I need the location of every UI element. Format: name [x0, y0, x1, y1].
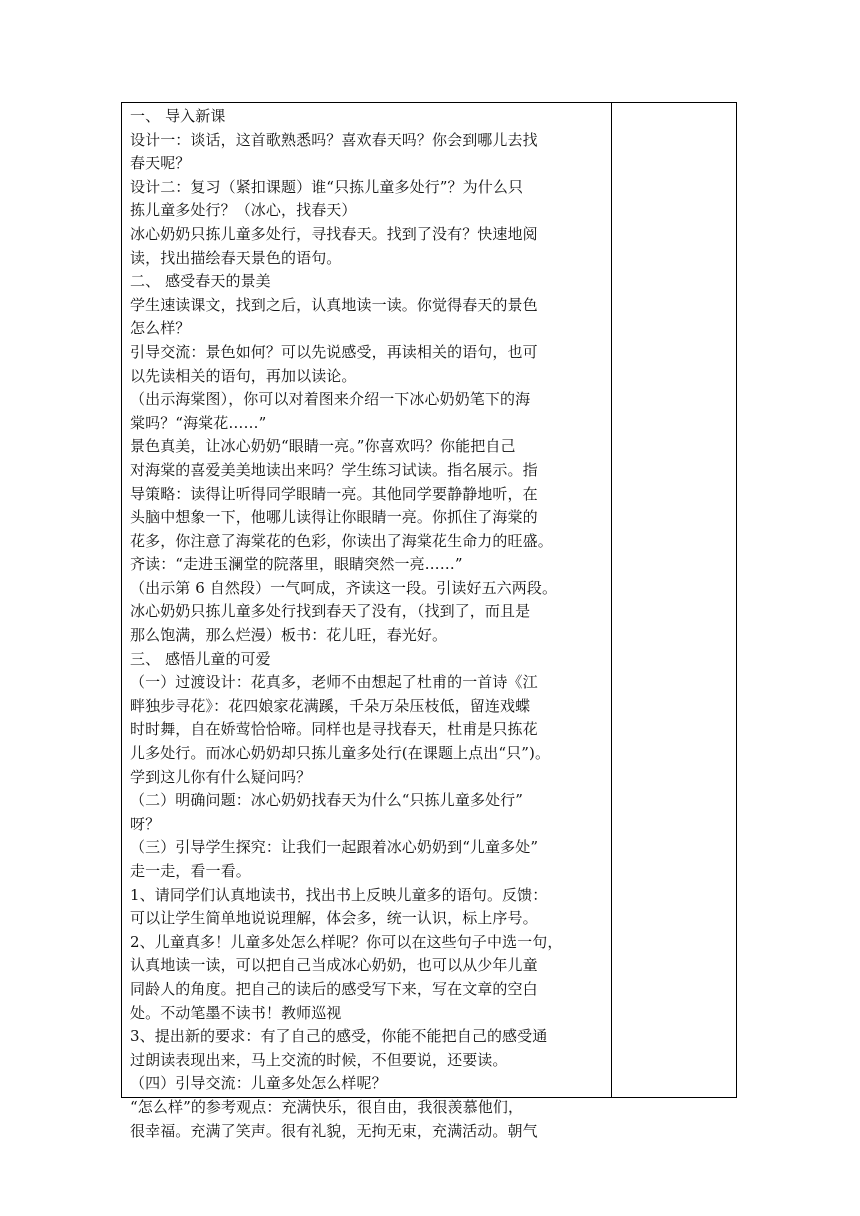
text-line: 很幸福。充满了笑声。很有礼貌，无拘无束，充满活动。朝气 [130, 1121, 538, 1140]
text-line: 可以让学生简单地说说理解，体会多，统一认识，标上序号。 [130, 909, 538, 928]
text-line: 拣儿童多处行？（冰心，找春天） [130, 201, 357, 220]
text-line: 花多，你注意了海棠花的色彩，你读出了海棠花生命力的旺盛。 [130, 531, 553, 550]
text-line: 同龄人的角度。把自己的读后的感受写下来，写在文章的空白 [130, 979, 538, 998]
text-line: 怎么样？ [130, 319, 191, 338]
text-line: 以先读相关的语句，再加以读论。 [130, 366, 357, 385]
lesson-content-cell [122, 103, 612, 1140]
notes-cell [612, 103, 736, 1097]
text-line: 春天呢？ [130, 154, 191, 173]
text-line: 走一走，看一看。 [130, 862, 251, 880]
text-line: 儿多处行。而冰心奶奶却只拣儿童多处行(在课题上点出“只”)。 [130, 744, 551, 763]
text-line: 冰心奶奶只拣儿童多处行找到春天了没有，（找到了，而且是 [130, 602, 531, 621]
text-line: （三）引导学生探究：让我们一起跟着冰心奶奶到“儿童多处” [130, 838, 539, 857]
text-line: 头脑中想象一下，他哪儿读得让你眼睛一亮。你抓住了海棠的 [130, 508, 538, 527]
text-line: （四）引导交流：儿童多处怎么样呢？ [130, 1074, 387, 1093]
lesson-plan-table [121, 102, 737, 1140]
text-line: 一、 导入新课 [130, 107, 226, 125]
text-line: 认真地读一读，可以把自己当成冰心奶奶，也可以从少年儿童 [130, 956, 538, 975]
text-line: （出示海棠图），你可以对着图来介绍一下冰心奶奶笔下的海 [130, 390, 531, 409]
text-line: 景色真美，让冰心奶奶“眼睛一亮。”你喜欢吗？你能把自己 [130, 437, 516, 456]
text-line: （一）过渡设计：花真多，老师不由想起了杜甫的一首诗《江 [130, 673, 538, 692]
text-line: 设计一：谈话，这首歌熟悉吗？喜欢春天吗？你会到哪儿去找 [130, 130, 538, 149]
text-line: 3、提出新的要求：有了自己的感受，你能不能把自己的感受通 [130, 1027, 548, 1046]
text-line: 时时舞，自在娇莺恰恰啼。同样也是寻找春天，杜甫是只拣花 [130, 720, 538, 739]
text-line: 对海棠的喜爱美美地读出来吗？学生练习试读。指名展示。指 [130, 460, 538, 479]
text-line: 导策略：读得让听得同学眼睛一亮。其他同学要静静地听，在 [130, 484, 538, 503]
text-line: 学生速读课文，找到之后，认真地读一读。你觉得春天的景色 [130, 295, 538, 314]
text-line: 处。不动笔墨不读书！教师巡视 [130, 1003, 342, 1022]
text-line: 过朗读表现出来，马上交流的时候，不但要说，还要读。 [130, 1050, 508, 1069]
text-line: 呀？ [130, 814, 161, 833]
text-line: 1、请同学们认真地读书，找出书上反映儿童多的语句。反馈： [130, 885, 548, 904]
text-line: 棠吗？“海棠花……” [130, 413, 267, 432]
text-line: 引导交流：景色如何？可以先说感受，再读相关的语句，也可 [130, 342, 538, 361]
text-line: 齐读：“走进玉澜堂的院落里，眼睛突然一亮……” [130, 555, 463, 574]
text-line: 那么饱满，那么烂漫）板书：花儿旺，春光好。 [130, 626, 448, 645]
text-line: （二）明确问题：冰心奶奶找春天为什么“只拣儿童多处行” [130, 791, 524, 810]
text-line: 三、 感悟儿童的可爱 [130, 649, 271, 668]
text-line: 学到这儿你有什么疑问吗？ [130, 767, 312, 786]
text-line: “怎么样”的参考观点：充满快乐，很自由，我很羡慕他们， [130, 1097, 524, 1116]
text-line: 设计二：复习（紧扣课题）谁“只拣儿童多处行”？为什么只 [130, 177, 524, 196]
text-line: （出示第 6 自然段）一气呵成，齐读这一段。引读好五六两段。 [130, 578, 558, 597]
text-line: 冰心奶奶只拣儿童多处行，寻找春天。找到了没有？快速地阅 [130, 224, 538, 243]
text-line: 二、 感受春天的景美 [130, 272, 271, 291]
text-line: 畔独步寻花》：花四娘家花满蹊，千朵万朵压枝低，留连戏蝶 [130, 696, 531, 715]
text-line: 2、儿童真多！儿童多处怎么样呢？你可以在这些句子中选一句， [130, 932, 563, 951]
text-line: 读，找出描绘春天景色的语句。 [130, 248, 342, 267]
